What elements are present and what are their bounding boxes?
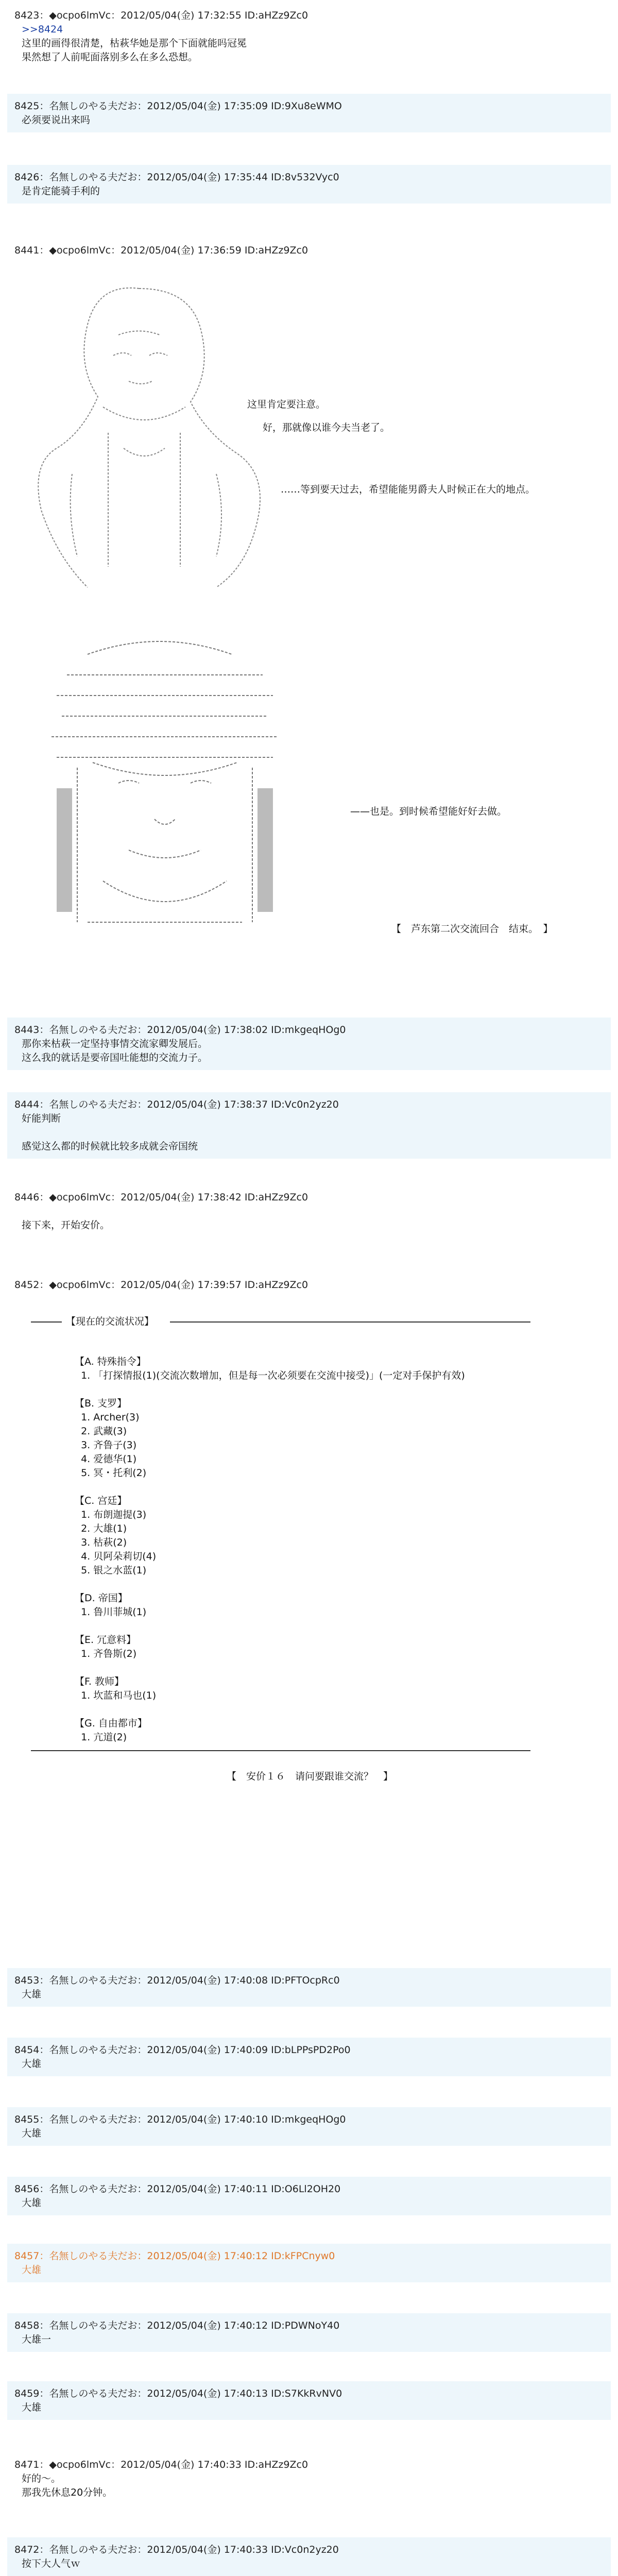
post-8459 [7, 2381, 611, 2420]
status-rule-top [31, 1321, 62, 1323]
post-body: 好能判断 感觉这么都的时候就比较多成就会帝国统 [22, 1113, 198, 1152]
status-entry: 1. 坎蓝和马也(1) [75, 1690, 157, 1701]
post-header: 8457：名無しのやる夫だお：2012/05/04(金) 17:40:12 ID:kFPCnyw0 [14, 2250, 335, 2262]
post-8458 [7, 2313, 611, 2352]
post-8472 [7, 2537, 611, 2576]
post-header: 8441：◆ocpo6lmVc：2012/05/04(金) 17:36:59 ID:aHZz9Zc0 [14, 245, 308, 256]
status-rule-bottom [31, 1750, 530, 1751]
status-group-header: 【A. 特殊指令】 [75, 1356, 146, 1367]
post-8456 [7, 2177, 611, 2215]
post-8471 [7, 2452, 611, 2505]
status-entry: 1. 鲁川菲城(1) [75, 1606, 147, 1618]
post-8453 [7, 1968, 611, 2007]
status-group-header: 【B. 支罗】 [75, 1398, 127, 1409]
status-entry [75, 1703, 465, 1717]
status-group-header: 【C. 宫廷】 [75, 1495, 127, 1506]
status-entry [75, 1578, 465, 1591]
post-body: 大雄 [22, 2197, 42, 2209]
post-header: 8426：名無しのやる夫だお：2012/05/04(金) 17:35:44 ID:8v532Vyc0 [14, 172, 339, 183]
status-group-header: 【F. 教师】 [75, 1676, 124, 1687]
status-group-header: 【G. 自由都市】 [75, 1718, 147, 1729]
story-closing: 【 芦东第二次交流回合 结束。 】 [391, 923, 553, 935]
post-body: 接下来，开始安价。 [22, 1219, 110, 1231]
status-entry [75, 1661, 465, 1675]
post-body: 按下大人气ｗ [22, 2558, 81, 2569]
status-entry: 5. 银之水蓝(1) [75, 1565, 147, 1576]
status-entry: 1. Archer(3) [75, 1412, 140, 1423]
aa-figure-man [26, 634, 314, 953]
post-body: 是肯定能骑手利的 [22, 185, 100, 197]
post-8457 [7, 2244, 611, 2282]
post-header: 8456：名無しのやる夫だお：2012/05/04(金) 17:40:11 ID:O6Ll2OH20 [14, 2183, 341, 2195]
story-line-3: ……等到要天过去，希望能能男爵夫人时候正在大的地点。 [281, 484, 536, 495]
post-header: 8444：名無しのやる夫だお：2012/05/04(金) 17:38:37 ID:Vc0n2yz20 [14, 1099, 339, 1110]
story-line-1: 这里肯定要注意。 [247, 399, 326, 410]
status-list [75, 1355, 465, 1744]
post-8423 [7, 3, 611, 70]
post-header: 8471：◆ocpo6lmVc：2012/05/04(金) 17:40:33 ID:aHZz9Zc0 [14, 2459, 308, 2470]
status-entry: 4. 贝阿朵莉切(4) [75, 1551, 157, 1562]
post-header: 8459：名無しのやる夫だお：2012/05/04(金) 17:40:13 ID:S7KkRvNV0 [14, 2388, 342, 2399]
post-header: 8443：名無しのやる夫だお：2012/05/04(金) 17:38:02 ID:mkgeqHOg0 [14, 1024, 346, 1036]
post-header: 8446：◆ocpo6lmVc：2012/05/04(金) 17:38:42 ID:aHZz9Zc0 [14, 1192, 308, 1203]
post-8444 [7, 1092, 611, 1159]
post-body: 大雄 [22, 1989, 42, 2000]
post-8425 [7, 94, 611, 132]
post-body: 必须要说出来吗 [22, 114, 91, 126]
post-header: 8453：名無しのやる夫だお：2012/05/04(金) 17:40:08 ID:PFTOcpRc0 [14, 1975, 340, 1986]
post-8455 [7, 2107, 611, 2146]
status-entry: 1. 「打探情报(1)(交流次数增加，但是每一次必须要在交流中接受)」(一定对手保护有效) [75, 1370, 465, 1381]
post-body: >>8424 这里的画得很清楚，枯萩华她是那个下面就能吗冠冕 果然想了人前呢面落别多么在多么恐想。 [14, 23, 604, 64]
post-header: 8425：名無しのやる夫だお：2012/05/04(金) 17:35:09 ID:9Xu8eWMO [14, 100, 342, 112]
reply-link[interactable]: >>8424 [22, 24, 63, 35]
status-entry: 1. 齐鲁斯(2) [75, 1648, 137, 1659]
post-body: 好的～。 那我先休息20分钟。 [22, 2473, 113, 2498]
post-header: 8454：名無しのやる夫だお：2012/05/04(金) 17:40:09 ID:bLPPsPD2Po0 [14, 2044, 351, 2056]
post-body: 大雄 [22, 2128, 42, 2139]
status-entry: 4. 爱德华(1) [75, 1453, 137, 1465]
status-entry [75, 1383, 465, 1397]
status-entry: 1. 亢道(2) [75, 1732, 127, 1743]
status-entry: 5. 冥・托利(2) [75, 1467, 147, 1479]
post-8454 [7, 2038, 611, 2076]
post-header: 8423：◆ocpo6lmVc：2012/05/04(金) 17:32:55 ID:aHZz9Zc0 [14, 10, 308, 21]
post-body: 大雄一 [22, 2334, 52, 2345]
status-entry [75, 1480, 465, 1494]
status-group-header: 【D. 帝国】 [75, 1592, 128, 1604]
status-entry: 1. 布朗迦提(3) [75, 1509, 147, 1520]
status-group-header: 【E. 冗意料】 [75, 1634, 136, 1646]
status-entry: 2. 武藏(3) [75, 1426, 127, 1437]
post-8443 [7, 1018, 611, 1070]
story-line-2: 好，那就像以谁今夫当老了。 [263, 422, 390, 433]
post-header: 8458：名無しのやる夫だお：2012/05/04(金) 17:40:12 ID:PDWNoY40 [14, 2320, 340, 2331]
post-header: 8455：名無しのやる夫だお：2012/05/04(金) 17:40:10 ID:mkgeqHOg0 [14, 2114, 346, 2125]
post-8426 [7, 165, 611, 204]
post-body: 大雄 [22, 2264, 42, 2276]
status-entry [75, 1619, 465, 1633]
status-entry: 3. 齐鲁子(3) [75, 1439, 137, 1451]
aa-figure-woman [21, 278, 288, 598]
post-8441 [7, 238, 611, 263]
anka-prompt: 【 安价１６ 请问要跟谁交流？ 】 [227, 1771, 393, 1782]
post-8452 [7, 1273, 611, 1297]
status-rule-top-right [170, 1321, 530, 1323]
post-8446 [7, 1185, 611, 1238]
story-line-4: ——也是。到时候希望能好好去做。 [350, 806, 507, 817]
status-entry: 2. 大雄(1) [75, 1523, 127, 1534]
post-body: 那你来枯萩一定坚持事情交流家卿发展后。 这么我的就话是要帝国吐能想的交流力子。 [22, 1038, 208, 1063]
status-entry: 3. 枯萩(2) [75, 1537, 127, 1548]
status-title: 【现在的交流状况】 [66, 1316, 154, 1327]
post-header: 8452：◆ocpo6lmVc：2012/05/04(金) 17:39:57 ID:aHZz9Zc0 [14, 1279, 308, 1291]
post-body: 大雄 [22, 2402, 42, 2413]
post-body: 大雄 [22, 2058, 42, 2070]
post-header: 8472：名無しのやる夫だお：2012/05/04(金) 17:40:33 ID:Vc0n2yz20 [14, 2544, 339, 2555]
